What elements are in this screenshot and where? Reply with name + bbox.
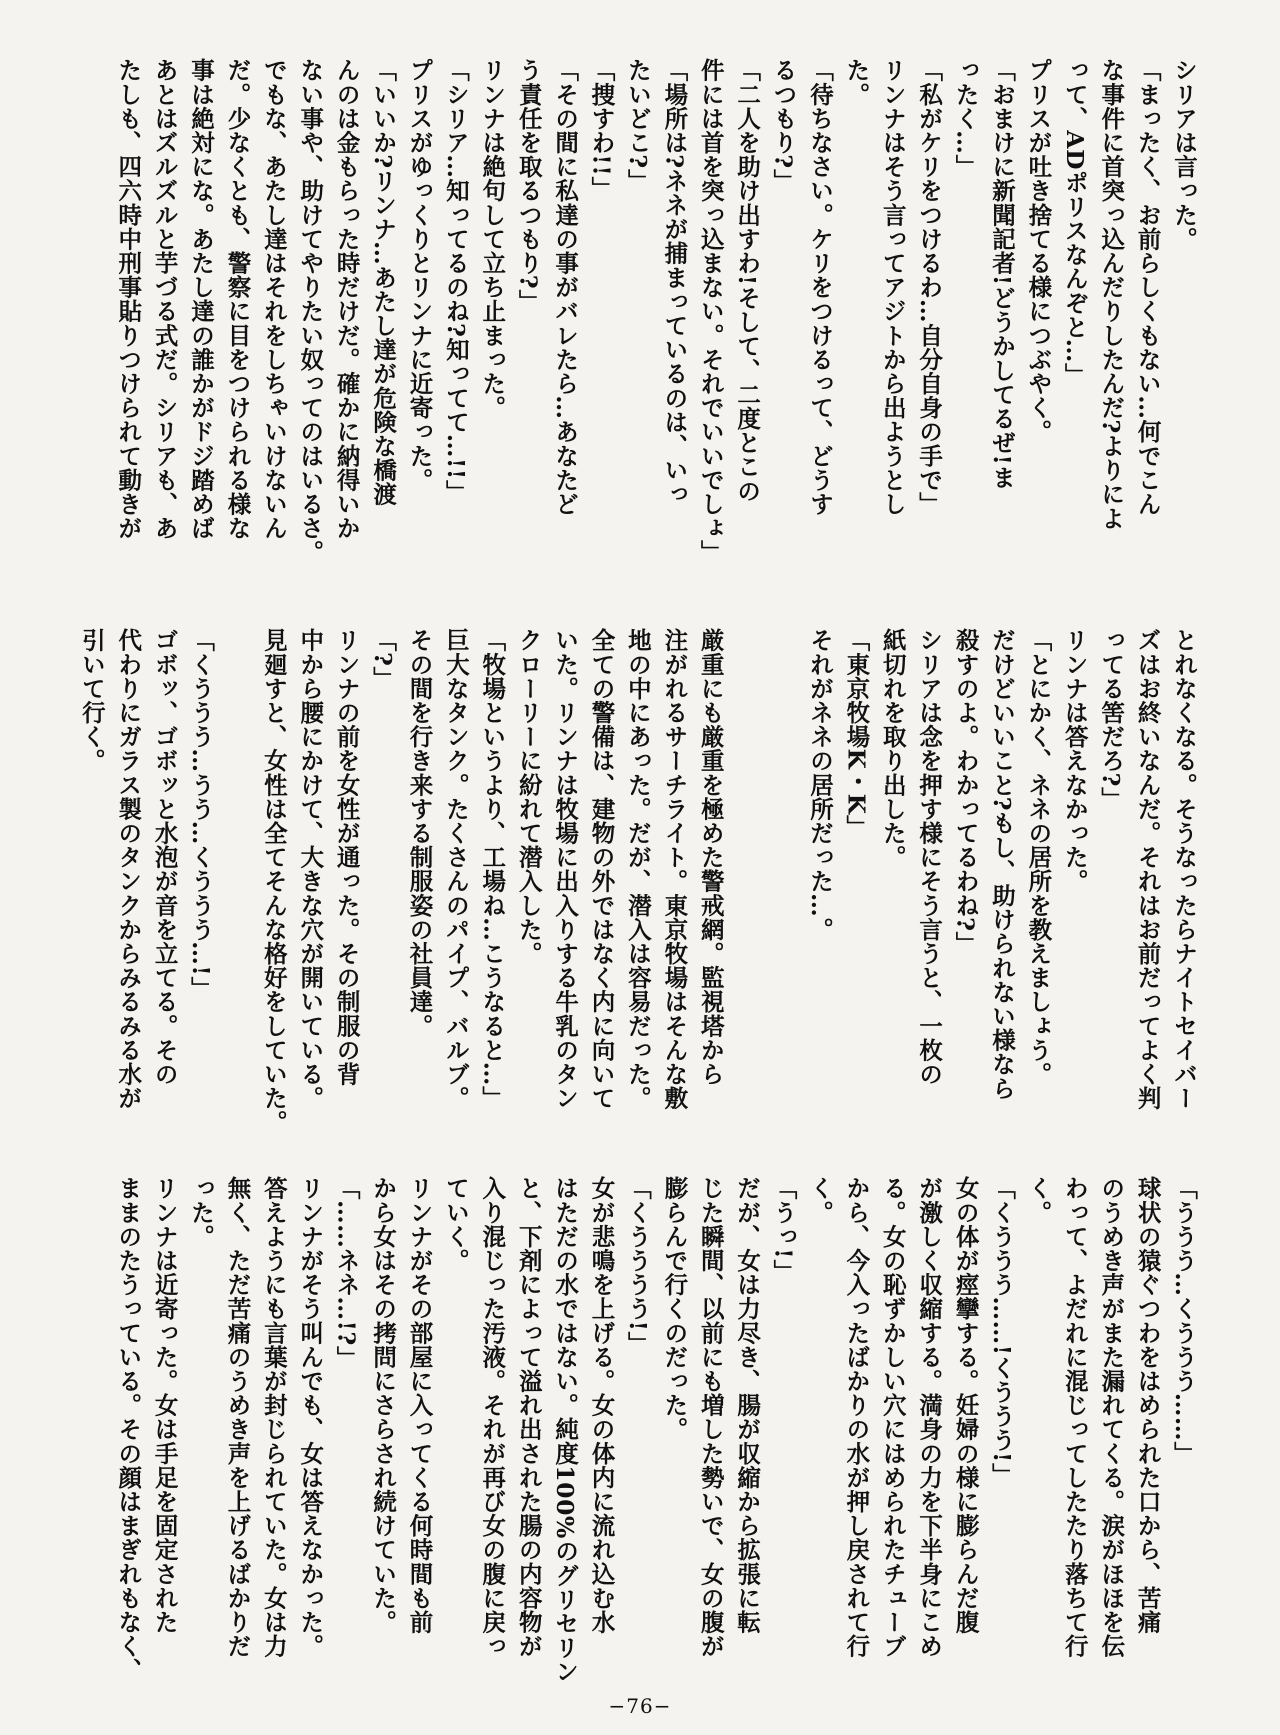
text-line: った。 bbox=[187, 1176, 216, 1249]
text-line: 「東京牧場K・K」 bbox=[842, 628, 871, 839]
text-line: から、今入ったばかりの水が押し戻されて行 bbox=[842, 1176, 871, 1658]
text-line: く。 bbox=[1024, 1176, 1053, 1225]
text-line: 入り混じった汚液。それが再び女の腹に戻っ bbox=[478, 1176, 507, 1658]
text-line: ったく…」 bbox=[951, 58, 980, 179]
text-line: 「くううう…うう…くううう…!」 bbox=[187, 628, 216, 1001]
text-line: 厳重にも厳重を極めた警戒網。監視塔から bbox=[696, 628, 725, 1086]
text-block-middle bbox=[73, 628, 1202, 1168]
text-line: ゴボッ、ゴボッと水泡が音を立てる。その bbox=[150, 628, 179, 1086]
text-line: 球状の猿ぐつわをはめられた口から、苦痛 bbox=[1133, 1176, 1162, 1634]
text-line: 「くうううう!」 bbox=[623, 1176, 652, 1356]
text-line: だが、女は力尽き、腸が収縮から拡張に転 bbox=[733, 1176, 762, 1634]
text-line: ない事や、助けてやりたい奴ってのはいるさ。 bbox=[296, 58, 325, 565]
text-line: 「私がケリをつけるわ…自分自身の手で」 bbox=[915, 58, 944, 516]
text-line: 「おまけに新聞記者!どうかしてるぜ!ま bbox=[987, 58, 1016, 490]
page-number: −76− bbox=[608, 1694, 672, 1718]
text-block-upper bbox=[110, 58, 1202, 618]
text-line: 代わりにガラス製のタンクからみるみる水が bbox=[114, 628, 143, 1110]
text-line: 全ての警備は、建物の外ではなく内に向いて bbox=[587, 628, 616, 1110]
text-line: 巨大なタンク。たくさんのパイプ、バルブ。 bbox=[441, 628, 470, 1110]
text-line: って、ADポリスなんぞと…」 bbox=[1060, 58, 1089, 388]
text-line: だ。少なくとも、警察に目をつけられる様な bbox=[223, 58, 252, 540]
text-line: 答えようにも言葉が封じられていた。女は力 bbox=[259, 1176, 288, 1658]
text-line: リンナは近寄った。女は手足を固定された bbox=[150, 1176, 179, 1634]
text-line: んのは金もらった時だけだ。確かに納得いか bbox=[332, 58, 361, 540]
text-line: のうめき声がまた漏れてくる。涙がほほを伝 bbox=[1097, 1176, 1126, 1658]
text-block-lower bbox=[110, 1176, 1202, 1696]
text-line: リンナはそう言ってアジトから出ようとし bbox=[878, 58, 907, 516]
text-line: 「待ちなさい。ケリをつけるって、どうす bbox=[805, 58, 834, 516]
text-line: た。 bbox=[842, 58, 871, 107]
text-line: いた。リンナは牧場に出入りする牛乳のタン bbox=[551, 628, 580, 1110]
text-line: 「いいか?リンナ…あたし達が危険な橋渡 bbox=[369, 58, 398, 507]
text-line: はただの水ではない。純度100%のグリセリン bbox=[551, 1176, 580, 1684]
text-line: リンナの前を女性が通った。その制服の背 bbox=[332, 628, 361, 1086]
text-line: と、下剤によって溢れ出された腸の内容物が bbox=[514, 1176, 543, 1658]
text-line: プリスが吐き捨てる様につぶやく。 bbox=[1024, 58, 1053, 444]
text-line: リンナは絶句して立ち止まった。 bbox=[478, 58, 507, 420]
text-line: 「捜すわ!!」 bbox=[587, 58, 616, 201]
text-line: ていく。 bbox=[441, 1176, 470, 1273]
text-line: が激しく収縮する。満身の力を下半身にこめ bbox=[915, 1176, 944, 1658]
text-line: クローリーに紛れて潜入した。 bbox=[514, 628, 543, 966]
text-line: 膨らんで行くのだった。 bbox=[660, 1176, 689, 1442]
text-line: ままのたうっている。その顔はまぎれもなく、 bbox=[114, 1176, 143, 1683]
text-line: 「その間に私達の事がバレたら…あなたど bbox=[551, 58, 580, 516]
text-line bbox=[729, 628, 765, 1168]
text-line: リンナがそう叫んでも、女は答えなかった。 bbox=[296, 1176, 325, 1658]
text-line bbox=[219, 628, 255, 1168]
text-line: 「ううう…くううう……」 bbox=[1170, 1176, 1198, 1466]
text-line: く。 bbox=[805, 1176, 834, 1225]
text-line: るつもり?」 bbox=[769, 58, 798, 193]
text-line: シリアは言った。 bbox=[1170, 58, 1198, 251]
text-line: 紙切れを取り出した。 bbox=[878, 628, 907, 869]
text-line: 無く、ただ苦痛のうめき声を上げるばかりだ bbox=[223, 1176, 252, 1658]
text-line: とれなくなる。そうなったらナイトセイバー bbox=[1170, 628, 1198, 1110]
text-line: じた瞬間、以前にも増した勢いで、女の腹が bbox=[696, 1176, 725, 1658]
text-line: 「とにかく、ネネの居所を教えましょう。 bbox=[1024, 628, 1053, 1086]
text-line: 事は絶対にな。あたし達の誰かがドジ踏めば bbox=[187, 58, 216, 540]
text-line: たしも、四六時中刑事貼りつけられて動きが bbox=[114, 58, 143, 540]
text-line: 女が悲鳴を上げる。女の体内に流れ込む水 bbox=[587, 1176, 616, 1634]
text-line: 見廻すと、女性は全てそんな格好をしていた。 bbox=[259, 628, 288, 1135]
text-line: 注がれるサーチライト。東京牧場はそんな敷 bbox=[660, 628, 689, 1110]
text-line: 女の体が痙攣する。妊婦の様に膨らんだ腹 bbox=[951, 1176, 980, 1634]
text-line: あとはズルズルと芋づる式だ。シリアも、あ bbox=[150, 58, 179, 540]
text-line: う責任を取るつもり?」 bbox=[514, 58, 543, 314]
text-line: リンナがその部屋に入ってくる何時間も前 bbox=[405, 1176, 434, 1634]
text-line: わって、よだれに混じってしたたり落ちて行 bbox=[1060, 1176, 1089, 1658]
text-line: る。女の恥ずかしい穴にはめられたチューブ bbox=[878, 1176, 907, 1658]
text-line: 「場所は?ネネが捕まっているのは、いっ bbox=[660, 58, 689, 507]
text-line: その間を行き来する制服姿の社員達。 bbox=[405, 628, 434, 1038]
text-line: だけどいいこと?もし、助けられない様なら bbox=[987, 628, 1016, 1101]
text-line: プリスがゆっくりとリンナに近寄った。 bbox=[405, 58, 434, 492]
text-line: 殺すのよ。わかってるわね?」 bbox=[951, 628, 980, 956]
text-line: 「シリア…知ってるのね?知ってて…!!」 bbox=[441, 58, 470, 504]
text-line: 「牧場というより、工場ね…こうなると…」 bbox=[478, 628, 507, 1110]
text-line: な事件に首突っ込んだりしたんだ?よりによ bbox=[1097, 58, 1126, 531]
text-line: 「うっ!」 bbox=[769, 1176, 798, 1284]
text-line: ってる筈だろ?」 bbox=[1097, 628, 1126, 812]
text-line: ズはお終いなんだ。それはお前だってよく判 bbox=[1133, 628, 1162, 1110]
text-line: 「二人を助け出すわ!そして、二度とこの bbox=[733, 58, 762, 503]
text-line: 「くううう……!くううう!」 bbox=[987, 1176, 1016, 1488]
text-line: 引いて行く。 bbox=[77, 628, 106, 773]
text-line: でもな、あたし達はそれをしちゃいけないん bbox=[259, 58, 288, 540]
text-line: 「まったく、お前らしくもない…何でこん bbox=[1133, 58, 1162, 516]
text-line: 「?」 bbox=[369, 628, 398, 691]
text-line: 「……ネネ…!?」 bbox=[332, 1176, 361, 1370]
text-line bbox=[765, 628, 801, 1168]
text-line: から女はその拷問にさらされ続けていた。 bbox=[369, 1176, 398, 1634]
text-line: それがネネの居所だった…。 bbox=[805, 628, 834, 942]
text-line: たいどこ?」 bbox=[623, 58, 652, 193]
text-line: 地の中にあった。だが、潜入は容易だった。 bbox=[623, 628, 652, 1110]
text-line: リンナは答えなかった。 bbox=[1060, 628, 1089, 894]
text-line: 件には首を突っ込まない。それでいいでしょ」 bbox=[696, 58, 725, 565]
text-line: 中から腰にかけて、大きな穴が開いている。 bbox=[296, 628, 325, 1110]
text-line: シリアは念を押す様にそう言うと、一枚の bbox=[915, 628, 944, 1086]
